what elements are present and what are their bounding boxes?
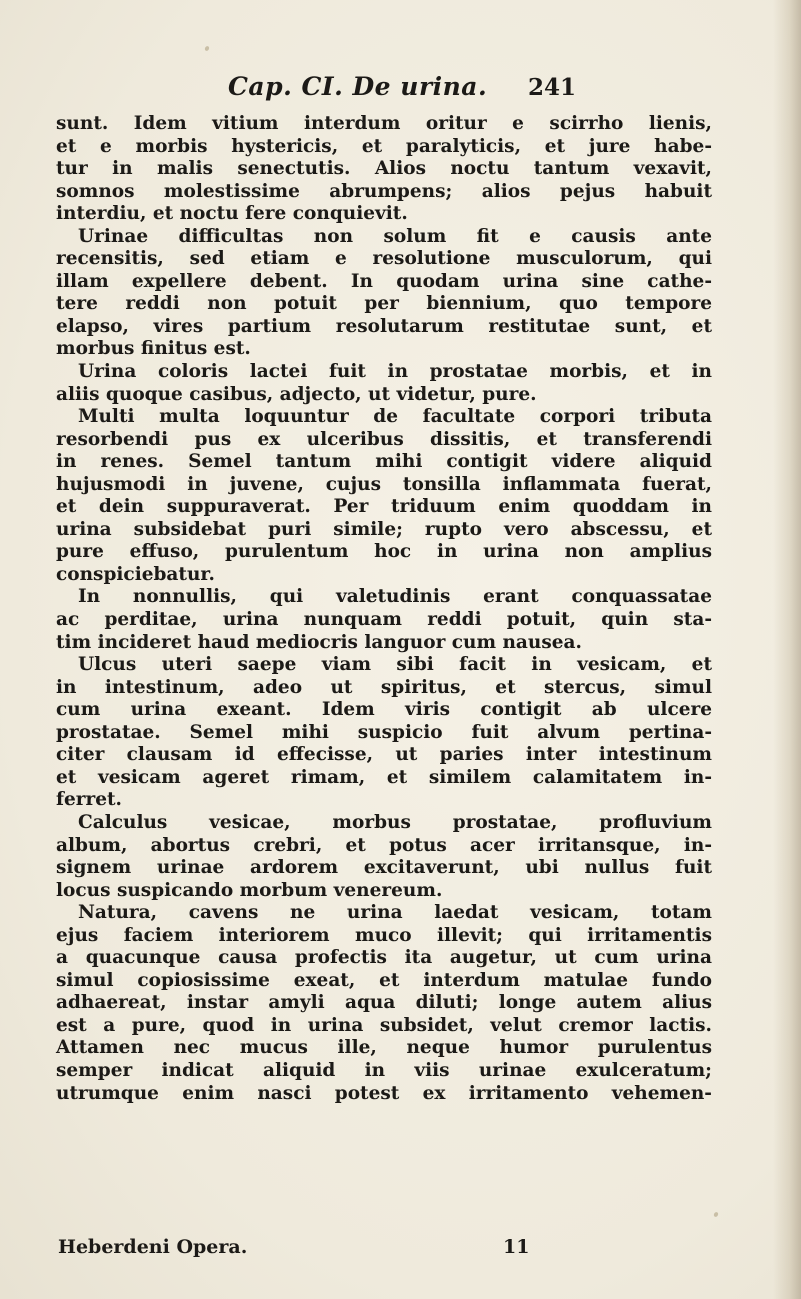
- text-line: adhaereat, instar amyli aqua diluti; longe autem alius: [56, 992, 712, 1014]
- text-line: ferret.: [56, 789, 122, 811]
- text-line: prostatae. Semel mihi suspicio fuit alvum pertina-: [56, 721, 712, 743]
- text-line: Urina coloris lactei fuit in prostatae morbis, et in: [78, 361, 712, 383]
- text-line: tim incideret haud mediocris languor cum nausea.: [56, 631, 582, 653]
- text-line: morbus finitus est.: [56, 338, 251, 360]
- text-line: a quacunque causa profectis ita augetur, ut cum urina: [56, 947, 712, 969]
- text-line: est a pure, quod in urina subsidet, velut cremor lactis.: [56, 1014, 712, 1036]
- text-line: Attamen nec mucus ille, neque humor purulentus: [56, 1037, 712, 1059]
- text-line: conspiciebatur.: [56, 563, 215, 585]
- text-line: simul copiosissime exeat, et interdum matulae fundo: [56, 969, 712, 991]
- page-edge-shadow: [773, 0, 801, 1299]
- text-line: recensitis, sed etiam e resolutione musculorum, qui: [56, 248, 712, 270]
- sheet-mark: 11: [503, 1236, 530, 1258]
- text-line: interdiu, et noctu fere conquievit.: [56, 203, 408, 225]
- text-line: elapso, vires partium resolutarum restitutae sunt, et: [56, 315, 712, 337]
- text-line: in intestinum, adeo ut spiritus, et stercus, simul: [56, 676, 712, 698]
- text-line: ac perditae, urina nunquam reddi potuit, quin sta-: [56, 609, 712, 631]
- body-text: [56, 113, 712, 1105]
- running-title: Cap. CI. De urina.: [228, 72, 488, 101]
- text-line: ejus faciem interiorem muco illevit; qui irritamentis: [56, 924, 712, 946]
- text-line: utrumque enim nasci potest ex irritamento vehemen-: [56, 1082, 712, 1104]
- text-line: Urinae difficultas non solum fit e causis ante: [78, 225, 712, 247]
- text-line: resorbendi pus ex ulceribus dissitis, et transferendi: [56, 428, 712, 450]
- text-line: in renes. Semel tantum mihi contigit videre aliquid: [56, 451, 712, 473]
- text-line: Calculus vesicae, morbus prostatae, profluvium: [78, 811, 712, 833]
- text-line: somnos molestissime abrumpens; alios pejus habuit: [56, 180, 712, 202]
- page-footer: [58, 1236, 698, 1262]
- text-line: urina subsidebat puri simile; rupto vero abscessu, et: [56, 518, 712, 540]
- paper-speck: [713, 1211, 719, 1217]
- text-line: et vesicam ageret rimam, et similem calamitatem in-: [56, 766, 712, 788]
- paper-speck: [204, 45, 210, 51]
- text-line: cum urina exeant. Idem viris contigit ab ulcere: [56, 699, 712, 721]
- page-number: 241: [528, 74, 577, 101]
- signature-line: Heberdeni Opera.: [58, 1236, 248, 1258]
- text-line: sunt. Idem vitium interdum oritur e scirrho lienis,: [56, 113, 712, 134]
- running-header: [0, 72, 801, 108]
- text-line: Natura, cavens ne urina laedat vesicam, totam: [78, 902, 712, 924]
- text-line: illam expellere debent. In quodam urina sine cathe-: [56, 270, 712, 292]
- text-line: Multi multa loquuntur de facultate corpori tributa: [78, 406, 712, 428]
- text-line: hujusmodi in juvene, cujus tonsilla inflammata fuerat,: [56, 473, 712, 495]
- text-line: et dein suppuraverat. Per triduum enim quoddam in: [56, 496, 712, 518]
- text-line: locus suspicando morbum venereum.: [56, 879, 443, 901]
- text-line: tere reddi non potuit per biennium, quo tempore: [56, 293, 712, 315]
- text-line: citer clausam id effecisse, ut paries inter intestinum: [56, 744, 712, 766]
- text-line: Ulcus uteri saepe viam sibi facit in vesicam, et: [78, 654, 712, 676]
- text-line: aliis quoque casibus, adjecto, ut videtur, pure.: [56, 383, 537, 405]
- text-line: signem urinae ardorem excitaverunt, ubi nullus fuit: [56, 857, 712, 879]
- text-line: semper indicat aliquid in viis urinae exulceratum;: [56, 1059, 712, 1081]
- text-line: album, abortus crebri, et potus acer irritansque, in-: [56, 834, 712, 856]
- text-line: pure effuso, purulentum hoc in urina non amplius: [56, 541, 712, 563]
- text-line: tur in malis senectutis. Alios noctu tantum vexavit,: [56, 158, 712, 180]
- text-line: In nonnullis, qui valetudinis erant conquassatae: [78, 586, 712, 608]
- text-line: et e morbis hystericis, et paralyticis, et jure habe-: [56, 135, 712, 157]
